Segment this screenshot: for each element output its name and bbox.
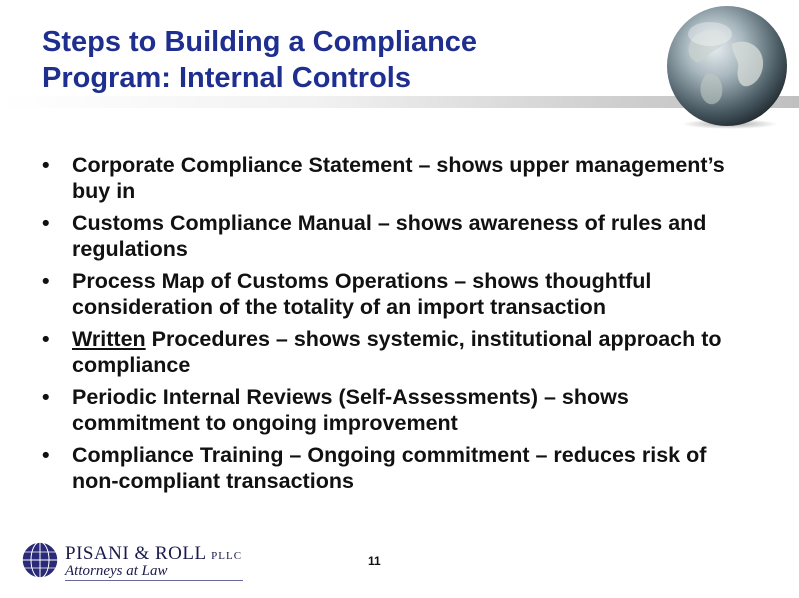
logo-globe-icon — [20, 540, 60, 580]
slide-title — [42, 24, 602, 96]
bullet-text: Periodic Internal Reviews (Self-Assessments) – shows commitment to ongoing improvement — [72, 385, 629, 435]
globe-icon — [662, 4, 792, 130]
bullet-text: Process Map of Customs Operations – shows thoughtful consideration of the totality of an import transaction — [72, 269, 652, 319]
bullet-item — [42, 152, 742, 204]
logo-divider — [65, 580, 243, 581]
bullet-marker: • — [42, 443, 50, 467]
bullet-marker: • — [42, 269, 50, 293]
bullet-list — [42, 152, 742, 500]
bullet-marker: • — [42, 211, 50, 235]
bullet-item — [42, 210, 742, 262]
bullet-item — [42, 442, 742, 494]
bullet-marker: • — [42, 385, 50, 409]
bullet-text: Corporate Compliance Statement – shows upper management’s buy in — [72, 153, 725, 203]
title-line-2: Program: Internal Controls — [42, 62, 411, 94]
bullet-item — [42, 268, 742, 320]
logo-firm-name — [65, 543, 242, 565]
logo-subtitle: Attorneys at Law — [65, 563, 168, 579]
bullet-marker: • — [42, 153, 50, 177]
firm-logo — [20, 540, 250, 584]
bullet-marker: • — [42, 327, 50, 351]
title-line-1: Steps to Building a Compliance — [42, 26, 478, 58]
logo-suffix: PLLC — [211, 550, 243, 562]
bullet-text: Compliance Training – Ongoing commitment – reduces risk of non-compliant transactions — [72, 443, 707, 493]
page-number: 11 — [368, 554, 381, 568]
bullet-item — [42, 384, 742, 436]
bullet-item — [42, 326, 742, 378]
bullet-text: Procedures – shows systemic, institutional approach to compliance — [72, 327, 722, 377]
bullet-text-underlined: Written — [72, 327, 146, 351]
bullet-text: Customs Compliance Manual – shows awareness of rules and regulations — [72, 211, 707, 261]
logo-name-text: PISANI & ROLL — [65, 543, 206, 564]
